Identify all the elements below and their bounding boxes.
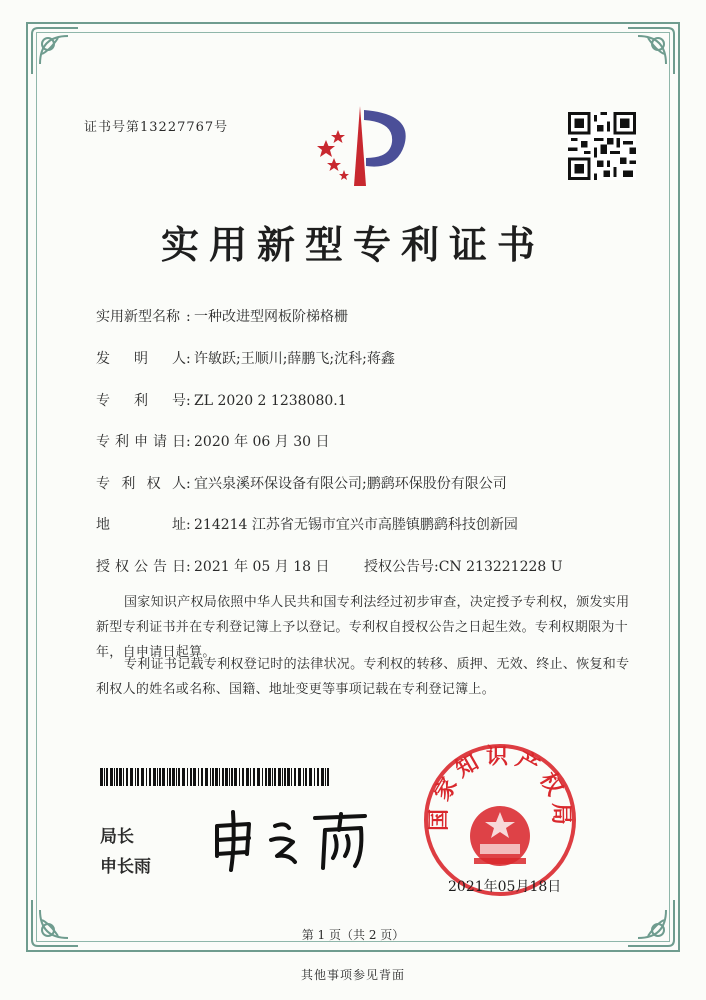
grant-statement: 国家知识产权局依照中华人民共和国专利法经过初步审查，决定授予专利权，颁发实用新型专利证书并在专利登记簿上予以登记。专利权自授权公告之日起生效。专利权期限为十年，自申请日起算。 <box>96 595 630 660</box>
seal-text: 国家知识产权局 <box>426 744 574 832</box>
director-signature <box>205 804 375 876</box>
field-label: 专利权人 <box>96 476 186 492</box>
field-value: 2020 年 06 月 30 日 <box>194 434 330 450</box>
field-value: 2021 年 05 月 18 日 <box>194 559 330 575</box>
certificate-number: 证书号第13227767号 <box>84 120 229 135</box>
field-label: 专利申请日 <box>96 434 186 450</box>
patent-office-logo <box>304 100 416 196</box>
field-value: ZL 2020 2 1238080.1 <box>194 393 347 409</box>
field-patentee: 专利权人: 宜兴泉溪环保设备有限公司;鹏鹞环保股份有限公司 <box>96 473 507 493</box>
field-label: 地址 <box>96 517 186 533</box>
field-grant-date: 授权公告日: 2021 年 05 月 18 日 <box>96 556 330 576</box>
legal-status-statement: 专利证书记载专利权登记时的法律状况。专利权的转移、质押、无效、终止、恢复和专利权人的姓名或名称、国籍、地址变更等事项记载在专利登记簿上。 <box>96 657 630 697</box>
corner-ornament-top-left <box>28 24 82 78</box>
field-label: 实用新型名称 <box>96 309 180 325</box>
field-label: 发明人 <box>96 351 186 367</box>
certificate-title: 实用新型专利证书 <box>160 222 545 267</box>
seal-date: 2021年05月18日 <box>448 879 562 895</box>
field-value: CN 213221228 U <box>438 559 563 575</box>
field-value: 宜兴泉溪环保设备有限公司;鹏鹞环保股份有限公司 <box>194 476 507 492</box>
qr-code <box>568 112 636 180</box>
field-label: 专利号 <box>96 393 186 409</box>
field-label: 授权公告日 <box>96 559 186 575</box>
barcode <box>100 768 330 786</box>
field-value: 一种改进型网板阶梯格栅 <box>194 309 348 325</box>
field-value: 214214 江苏省无锡市宜兴市高塍镇鹏鹞科技创新园 <box>194 517 518 533</box>
director-title: 局长 <box>100 827 134 847</box>
corner-ornament-top-right <box>624 24 678 78</box>
field-patent-number: 专利号: ZL 2020 2 1238080.1 <box>96 390 347 410</box>
field-grant-publication-number: 授权公告号:CN 213221228 U <box>364 559 563 575</box>
field-utility-model-name: 实用新型名称 : 一种改进型网板阶梯格栅 <box>96 306 348 326</box>
field-filing-date: 专利申请日: 2020 年 06 月 30 日 <box>96 431 330 451</box>
back-page-note: 其他事项参见背面 <box>300 968 405 982</box>
field-label: 授权公告号 <box>364 559 434 575</box>
field-address: 地址: 214214 江苏省无锡市宜兴市高塍镇鹏鹞科技创新园 <box>96 514 518 534</box>
field-value: 许敏跃;王顺川;薛鹏飞;沈科;蒋鑫 <box>194 351 395 367</box>
page-number: 第 1 页（共 2 页） <box>301 928 405 942</box>
field-inventor: 发明人: 许敏跃;王顺川;薛鹏飞;沈科;蒋鑫 <box>96 348 395 368</box>
director-name: 申长雨 <box>100 857 151 877</box>
